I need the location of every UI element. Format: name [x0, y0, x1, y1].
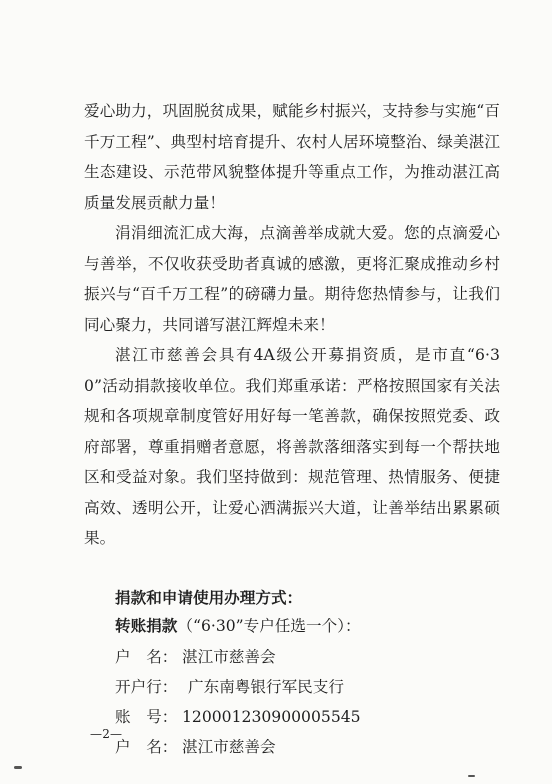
transfer-donation-label: 转账捐款: [115, 615, 178, 635]
account-row-bank: [115, 672, 500, 702]
page-number: —2—: [90, 727, 123, 741]
body-paragraph-continuation: 爱心助力，巩固脱贫成果，赋能乡村振兴，支持参与实施“百千万工程”、典型村培育提升、农村人居环境整治、绿美湛江生态建设、示范带风貌整体提升等重点工作，为推动湛江高质量发展贡献力量！: [84, 102, 500, 212]
body-paragraph-appeal: 涓涓细流汇成大海，点滴善举成就大爱。您的点滴爱心与善举，不仅收获受助者真诚的感激，更将汇聚成推动乡村振兴与“百千万工程”的磅礴力量。期待您热情参与，让我们同心聚力，共同谱写湛江辉煌未来！: [84, 224, 500, 334]
scan-mark-right: [468, 775, 475, 777]
transfer-donation-line: [115, 612, 500, 640]
donation-method-section: [84, 584, 500, 762]
scan-mark-left: [14, 766, 22, 769]
account-name-label: 户 名：: [115, 647, 178, 666]
account-number-label: 账 号：: [115, 707, 178, 726]
body-paragraph-commitment: 湛江市慈善会具有4A级公开募捐资质，是市直“6·30”活动捐款接收单位。我们郑重承诺：严格按照国家有关法规和各项规章制度管好用好每一笔善款，确保按照党委、政府部署，尊重捐赠者意愿，将善款落细落实到每一个帮扶地区和受益对象。我们坚持做到：规范管理、热情服务、便捷高效、透明公开，让爱心洒满振兴大道，让善举结出累累硕果。: [84, 346, 500, 547]
account-name-second-value: 湛江市慈善会: [182, 737, 276, 756]
account-row-name: [115, 642, 500, 672]
bank-label: 开户行：: [115, 677, 178, 696]
donation-method-title: 捐款和申请使用办理方式：: [115, 587, 303, 607]
bank-value: 广东南粤银行军民支行: [188, 677, 344, 696]
transfer-donation-note: （“6·30”专户任选一个）：: [177, 616, 361, 635]
account-row-number: [115, 702, 500, 732]
account-name-value: 湛江市慈善会: [182, 647, 276, 666]
document-content: [84, 96, 500, 762]
account-row-name-second: [115, 732, 500, 762]
account-number-value: 120001230900005545: [182, 707, 361, 726]
account-name-second-label: 户 名：: [115, 737, 178, 756]
